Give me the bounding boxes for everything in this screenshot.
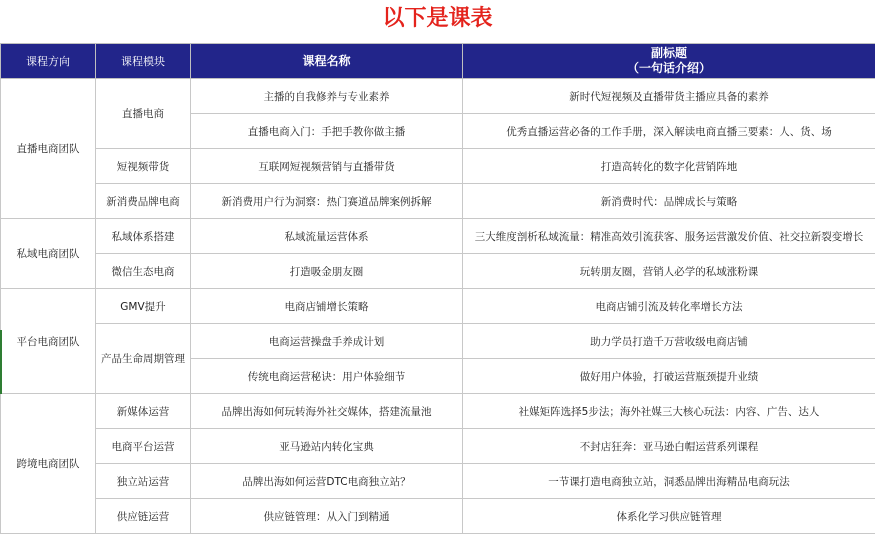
course-name: 新消费用户行为洞察：热门赛道品牌案例拆解	[191, 184, 463, 219]
course-name: 电商运营操盘手养成计划	[191, 324, 463, 359]
table-row	[1, 219, 875, 254]
course-module: 直播电商	[96, 79, 191, 149]
table-row	[1, 429, 875, 464]
course-name: 亚马逊站内转化宝典	[191, 429, 463, 464]
course-module: 独立站运营	[96, 464, 191, 499]
course-direction: 直播电商团队	[1, 79, 96, 219]
course-subtitle: 三大维度剖析私域流量：精准高效引流获客、服务运营激发价值、社交拉新裂变增长	[463, 219, 875, 254]
header-subtitle-line2: （一句话介绍）	[626, 61, 711, 75]
course-subtitle: 社媒矩阵选择5步法；海外社媒三大核心玩法：内容、广告、达人	[463, 394, 875, 429]
left-accent-bar	[0, 330, 2, 394]
course-subtitle: 打造高转化的数字化营销阵地	[463, 149, 875, 184]
header-course-name: 课程名称	[191, 44, 463, 79]
course-module: 电商平台运营	[96, 429, 191, 464]
course-module: 新媒体运营	[96, 394, 191, 429]
table-row	[1, 184, 875, 219]
course-name: 主播的自我修养与专业素养	[191, 79, 463, 114]
table-header-row	[1, 44, 875, 79]
course-module: 微信生态电商	[96, 254, 191, 289]
course-subtitle: 做好用户体验，打破运营瓶颈提升业绩	[463, 359, 875, 394]
table-row	[1, 394, 875, 429]
course-module: GMV提升	[96, 289, 191, 324]
course-module: 私域体系搭建	[96, 219, 191, 254]
table-row	[1, 254, 875, 289]
table-row	[1, 79, 875, 114]
header-subtitle-line1: 副标题	[650, 46, 687, 60]
course-table	[0, 43, 875, 534]
course-subtitle: 一节课打造电商独立站，洞悉品牌出海精品电商玩法	[463, 464, 875, 499]
course-name: 传统电商运营秘诀：用户体验细节	[191, 359, 463, 394]
course-name: 打造吸金朋友圈	[191, 254, 463, 289]
header-subtitle	[463, 44, 875, 79]
course-name: 电商店铺增长策略	[191, 289, 463, 324]
course-name: 供应链管理：从入门到精通	[191, 499, 463, 534]
header-module: 课程模块	[96, 44, 191, 79]
course-subtitle: 优秀直播运营必备的工作手册，深入解读电商直播三要素：人、货、场	[463, 114, 875, 149]
course-module: 供应链运营	[96, 499, 191, 534]
course-subtitle: 电商店铺引流及转化率增长方法	[463, 289, 875, 324]
course-direction: 私域电商团队	[1, 219, 96, 289]
course-name: 品牌出海如何运营DTC电商独立站？	[191, 464, 463, 499]
page-title: 以下是课表	[382, 6, 493, 31]
course-subtitle: 新时代短视频及直播带货主播应具备的素养	[463, 79, 875, 114]
course-name: 直播电商入门：手把手教你做主播	[191, 114, 463, 149]
course-module: 新消费品牌电商	[96, 184, 191, 219]
course-name: 私域流量运营体系	[191, 219, 463, 254]
table-row	[1, 289, 875, 324]
course-subtitle: 助力学员打造千万营收级电商店铺	[463, 324, 875, 359]
course-name: 互联网短视频营销与直播带货	[191, 149, 463, 184]
course-name: 品牌出海如何玩转海外社交媒体，搭建流量池	[191, 394, 463, 429]
course-module: 产品生命周期管理	[96, 324, 191, 394]
table-row	[1, 499, 875, 534]
course-direction: 平台电商团队	[1, 289, 96, 394]
table-row	[1, 464, 875, 499]
course-subtitle: 不封店狂奔：亚马逊白帽运营系列课程	[463, 429, 875, 464]
course-subtitle: 玩转朋友圈，营销人必学的私域涨粉课	[463, 254, 875, 289]
course-direction: 跨境电商团队	[1, 394, 96, 534]
table-row	[1, 324, 875, 359]
table-row	[1, 149, 875, 184]
header-direction: 课程方向	[1, 44, 96, 79]
course-module: 短视频带货	[96, 149, 191, 184]
course-subtitle: 新消费时代：品牌成长与策略	[463, 184, 875, 219]
course-subtitle: 体系化学习供应链管理	[463, 499, 875, 534]
